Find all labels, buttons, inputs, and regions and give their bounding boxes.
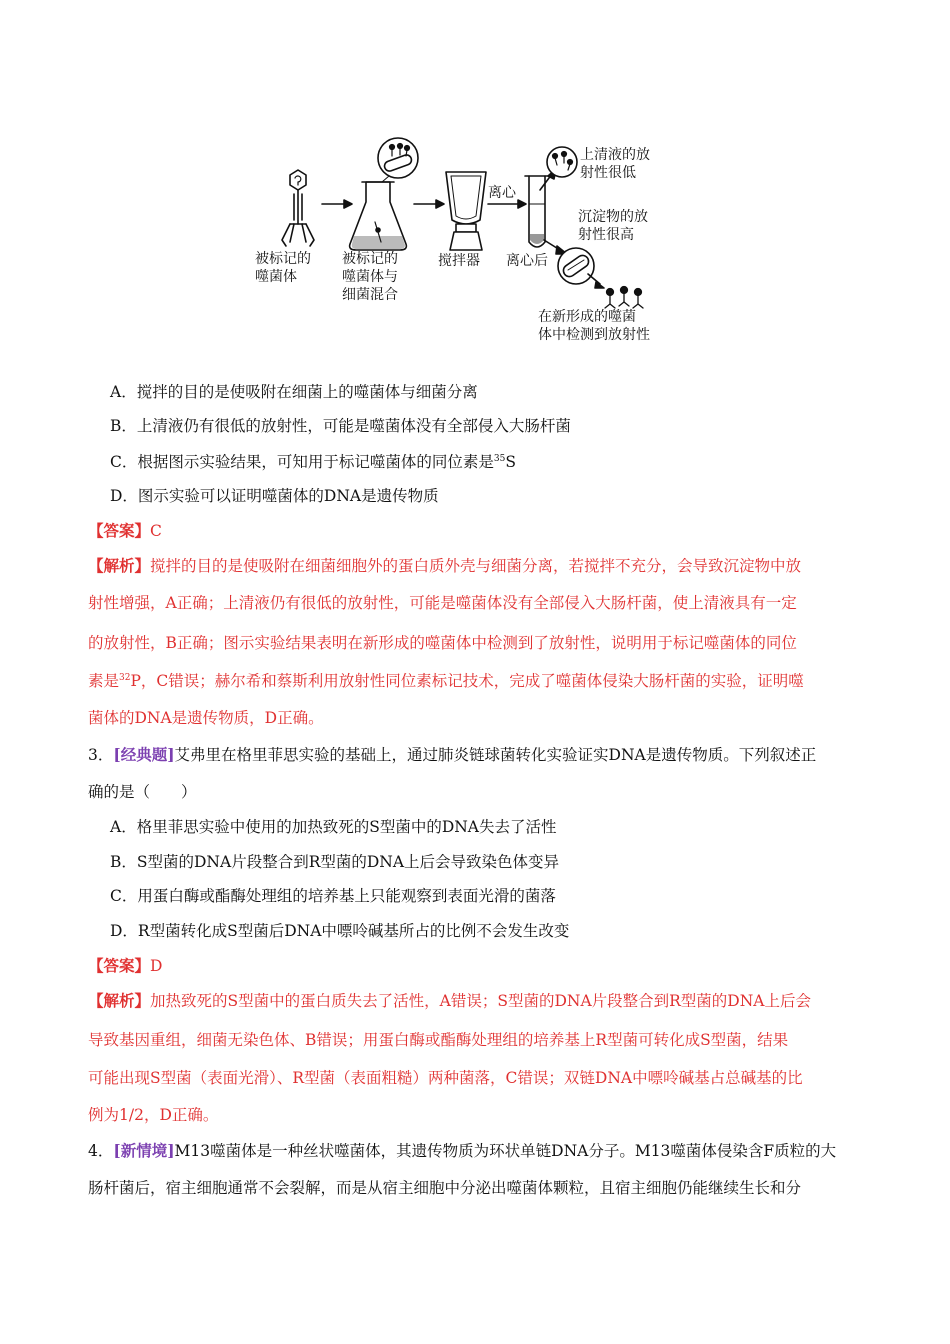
q3-analysis-line-4: 例为1/2，D正确。	[88, 1106, 219, 1124]
q2-analysis-line-2: 射性增强，A正确；上清液仍有很低的放射性，可能是噬菌体没有全部侵入大肠杆菌，使上清液具有一定	[88, 594, 797, 612]
q2-option-d: D．图示实验可以证明噬菌体的DNA是遗传物质	[110, 487, 439, 505]
q2-option-a: A．搅拌的目的是使吸附在细菌上的噬菌体与细菌分离	[110, 383, 478, 401]
label-centrifuge: 离心	[488, 185, 516, 201]
q3-stem-line-2: 确的是（ ）	[88, 783, 197, 801]
q3-option-a: A．格里菲思实验中使用的加热致死的S型菌中的DNA失去了活性	[110, 818, 557, 836]
label-phage-bacteria-mix: 被标记的 噬菌体与 细菌混合	[342, 251, 398, 303]
q4-stem-line-1: 4．[新情境]M13噬菌体是一种丝状噬菌体，其遗传物质为环状单链DNA分子。M13噬菌体侵染含F质粒的大	[88, 1141, 837, 1160]
q2-answer: 【答案】C	[88, 521, 162, 540]
phage-icon	[282, 170, 314, 246]
new-phages-icon	[605, 287, 643, 309]
label-labeled-phage: 被标记的 噬菌体	[255, 251, 311, 285]
label-new-phage-radioactivity: 在新形成的噬菌 体中检测到放射性	[538, 309, 650, 343]
q3-option-c: C．用蛋白酶或酯酶处理组的培养基上只能观察到表面光滑的菌落	[110, 887, 556, 905]
q3-answer: 【答案】D	[88, 956, 163, 975]
label-blender: 搅拌器	[438, 253, 480, 269]
q3-option-b: B．S型菌的DNA片段整合到R型菌的DNA上后会导致染色体变异	[110, 853, 560, 871]
q3-option-d: D．R型菌转化成S型菌后DNA中嘌呤碱基所占的比例不会发生改变	[110, 922, 570, 940]
q3-stem-line-1: 3．[经典题]艾弗里在格里菲思实验的基础上，通过肺炎链球菌转化实验证实DNA是遗传物质。下列叙述正	[88, 745, 817, 764]
test-tube-icon	[525, 176, 549, 247]
q3-analysis-line-2: 导致基因重组，细菌无染色体、B错误；用蛋白酶或酯酶处理组的培养基上R型菌可转化成S型菌，结果	[88, 1031, 789, 1049]
label-sediment: 沉淀物的放 射性很高	[578, 209, 648, 243]
label-after-centrifuge: 离心后	[506, 253, 548, 269]
q2-option-c: C．根据图示实验结果，可知用于标记噬菌体的同位素是$^{35}$S	[110, 453, 516, 471]
q2-analysis-line-3: 的放射性，B正确；图示实验结果表明在新形成的噬菌体中检测到了放射性，说明用于标记噬菌体的同位	[88, 634, 797, 652]
label-supernatant: 上清液的放 射性很低	[580, 147, 650, 181]
phage-experiment-figure	[250, 132, 690, 347]
q2-option-b: B．上清液仍有很低的放射性，可能是噬菌体没有全部侵入大肠杆菌	[110, 417, 571, 435]
q2-analysis-line-4: 素是$^{32}$P，C错误；赫尔希和蔡斯利用放射性同位素标记技术，完成了噬菌体侵染大肠杆菌的实验，证明噬	[88, 672, 804, 690]
q4-stem-line-2: 肠杆菌后，宿主细胞通常不会裂解，而是从宿主细胞中分泌出噬菌体颗粒，且宿主细胞仍能继续生长和分	[88, 1179, 802, 1197]
q2-analysis-line-1: 【解析】搅拌的目的是使吸附在细菌细胞外的蛋白质外壳与细菌分离，若搅拌不充分，会导致沉淀物中放	[88, 556, 802, 575]
flask-icon	[350, 182, 407, 250]
q3-analysis-line-1: 【解析】加热致死的S型菌中的蛋白质失去了活性，A错误；S型菌的DNA片段整合到R型菌的DNA上后会	[88, 991, 811, 1010]
q3-analysis-line-3: 可能出现S型菌（表面光滑）、R型菌（表面粗糙）两种菌落，C错误；双链DNA中嘌呤碱基占总碱基的比	[88, 1069, 803, 1087]
blender-icon	[446, 172, 486, 250]
q2-analysis-line-5: 菌体的DNA是遗传物质，D正确。	[88, 709, 324, 727]
